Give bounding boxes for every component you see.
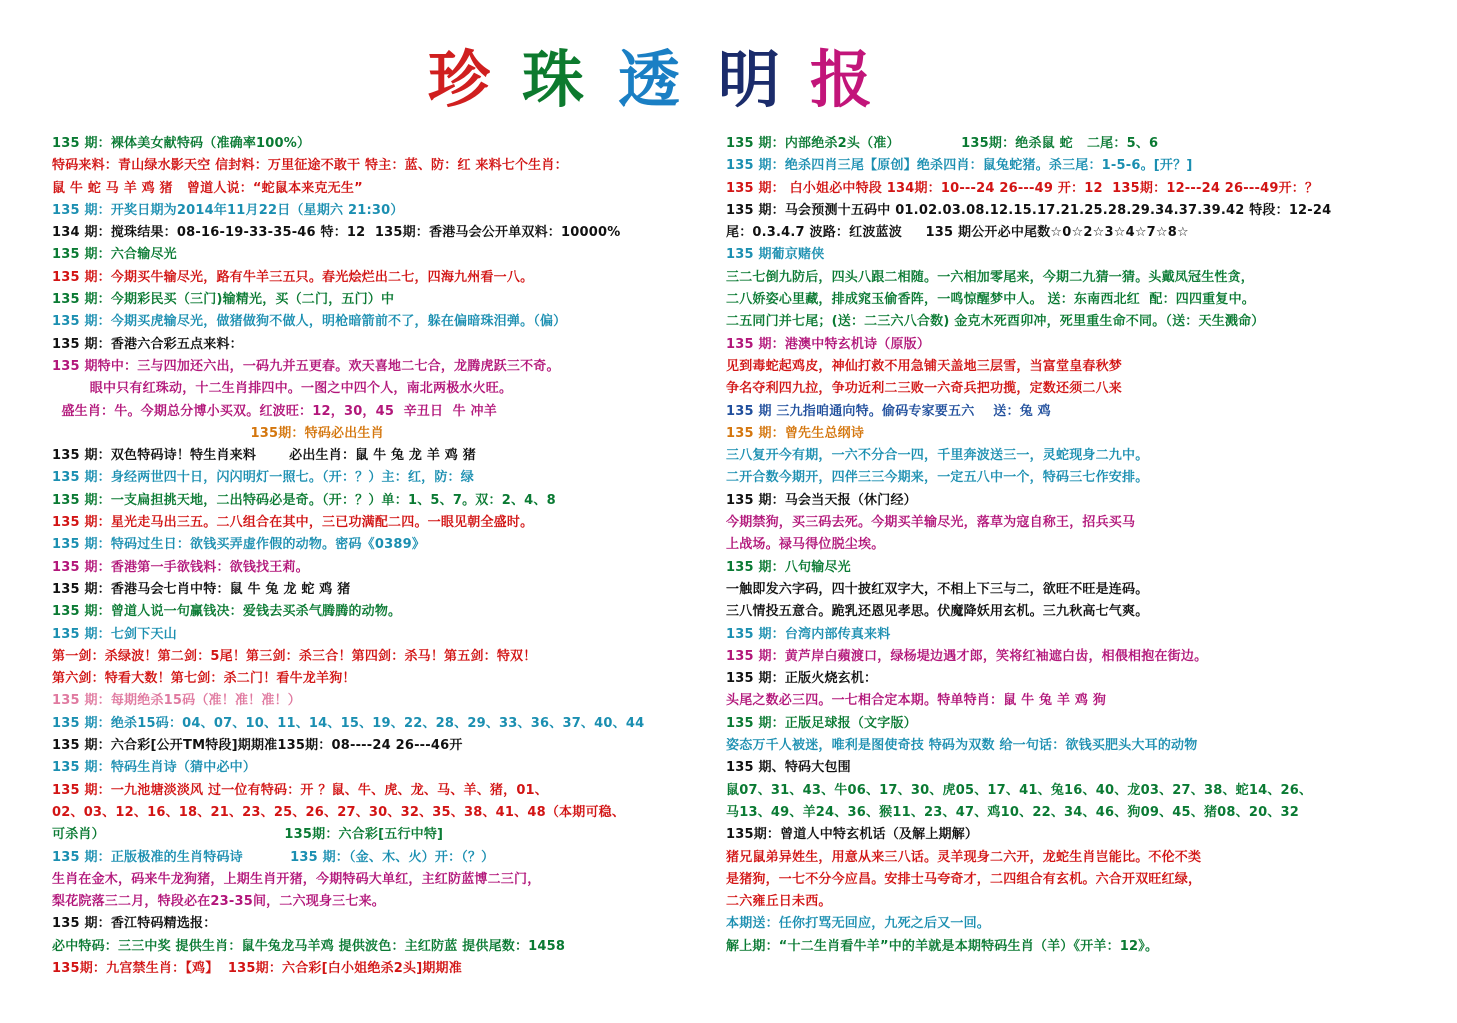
left-text-line: 135 期：一九池塘淡淡风 过一位有特码：开 ？鼠、牛、虎、龙、马、羊、猪，01、: [52, 782, 549, 798]
left-text-line: 135 期：香江特码精选报：: [52, 916, 217, 932]
left-text-line: 梨花院落三二月，特段必在23-35间，二六现身三七来。: [52, 894, 385, 910]
left-text-line: 135 期：裸体美女献特码（准确率100%）: [52, 136, 311, 151]
right-text-line: 135 期 三九指咱通向特。偷码专家要五六 送：兔 鸡: [726, 403, 1051, 419]
right-text-line: 135 期、特码大包围: [726, 760, 851, 776]
right-text-line: 鼠07、31、43、牛06、17、30、虎05、17、41、兔16、40、龙03、27、38、蛇14、26、: [726, 782, 1313, 798]
right-text-line: 是猪狗，一七不分今应昌。安排士马夸奇才，二四组合有玄机。六合开双旺红绿，: [726, 871, 1202, 887]
right-text-line: 135 期：绝杀四肖三尾【原创】绝杀四肖：鼠兔蛇猪。杀三尾：1-5-6。[开？]: [726, 158, 1193, 174]
left-text-line: 135期：特码必出生肖: [52, 425, 384, 441]
left-text-line: 135 期特中：三与四加还六出，一码九并五更春。欢天喜地二七合，龙腾虎跃三不奇。: [52, 358, 560, 374]
newspaper-title: [0, 40, 1457, 120]
right-text-line: 135 期：曾先生总纲诗: [726, 425, 865, 441]
right-text-line: 135 期：马会当天报（休门经）: [726, 492, 917, 508]
left-text-line: 134 期：搅珠结果：08-16-19-33-35-46 特：12 135期：香港马会公开单双料：10000%: [52, 225, 621, 241]
right-text-line: 三八复开今有期，一六不分合一四，千里奔波送三一，灵蛇现身二九中。: [726, 448, 1149, 464]
left-text-line: 135 期：今期彩民买（三门)输精光，买（二门，五门）中: [52, 292, 395, 308]
right-column: [726, 133, 1426, 958]
right-text-line: 三二七倒九防后，四头八跟二相随。一六相加零尾来，今期二九猜一猜。头戴凤冠生性贪，: [726, 269, 1255, 285]
right-text-line: 135 期：黄芦岸白蘋渡口，绿杨堤边遇才郎，笑将红袖遮白齿，相偎相抱在街边。: [726, 648, 1208, 664]
right-text-line: 一触即发六字码，四十披红双字大，不相上下三与二，欲旺不旺是连码。: [726, 581, 1149, 597]
right-text-line: 135 期：台湾内部传真来料: [726, 626, 891, 642]
left-text-line: 第六剑：特看大数！第七剑：杀二门！看牛龙羊狗！: [52, 671, 356, 687]
left-text-line: 135 期：一支扁担挑天地，二出特码必是奇。（开：？）单：1、5、7。双：2、4、8: [52, 492, 556, 508]
right-text-line: 135 期：八句输尽光: [726, 559, 851, 575]
right-text-line: 马13、49、羊24、36、猴11、23、47、鸡10、22、34、46、狗09、45、猪08、20、32: [726, 804, 1300, 820]
left-text-line: 135 期：六合彩[公开TM特段]期期准135期：08----24 26---46开: [52, 738, 463, 754]
left-text-line: 135 期：特码过生日：欲钱买弄虚作假的动物。密码《0389》: [52, 537, 426, 553]
right-text-line: 上战场。禄马得位脱尘埃。: [726, 537, 885, 553]
title-char-4: 明: [718, 43, 781, 116]
left-text-line: 135 期：身经两世四十日，闪闪明灯一照七。（开：？）主：红，防：绿: [52, 470, 474, 486]
left-text-line: 135 期：每期绝杀15码（准！准！准！）: [52, 693, 301, 709]
right-text-line: 二五同门并七尾；(送：二三六八合数) 金克木死酉卯冲，死里重生命不同。（送：天生溅命）: [726, 314, 1265, 330]
left-text-line: 第一剑：杀绿波！第二剑：5尾！第三剑：杀三合！第四剑：杀马！第五剑：特双！: [52, 648, 537, 664]
left-text-line: 135 期：今期买牛输尽光，路有牛羊三五只。春光烩烂出二七，四海九州看一八。: [52, 269, 534, 285]
right-text-line: 135 期：正版足球报（文字版）: [726, 715, 917, 731]
title-char-1: 珍: [428, 43, 491, 116]
left-text-line: 135 期：香港马会七肖中特：鼠 牛 兔 龙 蛇 鸡 猪: [52, 581, 351, 597]
right-text-line: 135 期：正版火烧玄机：: [726, 671, 878, 687]
right-text-line: 见到毒蛇起鸡皮，神仙打救不用急铺天盖地三层雪，当富堂皇春秋梦: [726, 358, 1123, 374]
left-text-line: 135 期：六合输尽光: [52, 247, 177, 263]
right-text-line: 135 期葡京赌侠: [726, 247, 825, 263]
left-text-line: 135 期：七剑下天山: [52, 626, 177, 642]
right-text-line: 二开合数今期开，四伴三三今期来，一定五八中一个，特码三七作安排。: [726, 470, 1149, 486]
left-text-line: 135 期：曾道人说一句赢钱决：爱钱去买杀气腾腾的动物。: [52, 604, 402, 620]
right-text-line: 135 期：内部绝杀2头（准） 135期：绝杀鼠 蛇 二尾：5、6: [726, 136, 1159, 151]
left-text-line: 可杀肖） 135期：六合彩[五行中特]: [52, 827, 444, 843]
right-text-line: 猪兄鼠弟异姓生，用意从来三八话。灵羊现身二六开，龙蛇生肖岂能比。不伦不类: [726, 849, 1202, 865]
right-text-line: 解上期：“十二生肖看牛羊”中的羊就是本期特码生肖（羊）《开羊：12》。: [726, 938, 1159, 954]
right-text-line: 135 期：马会预测十五码中 01.02.03.08.12.15.17.21.25.28.29.34.37.39.42 特段：12-24: [726, 202, 1332, 218]
right-text-line: 本期送：任你打骂无回应，九死之后又一回。: [726, 916, 991, 932]
left-text-line: 135 期：开奖日期为2014年11月22日（星期六 21:30）: [52, 202, 404, 218]
left-text-line: 02、03、12、16、18、21、23、25、26、27、30、32、35、38、41、48（本期可稳、: [52, 804, 626, 820]
left-text-line: 135 期：香港六合彩五点来料：: [52, 336, 243, 352]
left-column: [52, 133, 682, 980]
right-text-line: 135 期： 白小姐必中特段 134期：10---24 26---49 开：12 135期：12---24 26---49开：？: [726, 180, 1319, 196]
left-text-line: 135 期：正版极准的生肖特码诗 135 期：（金、木、火）开：（？）: [52, 849, 495, 865]
left-text-line: 135 期：香港第一手欲钱料：欲钱找王莉。: [52, 559, 309, 575]
left-text-line: 135 期：星光走马出三五。二八组合在其中，三已功满配二四。一眼见朝全盛时。: [52, 515, 534, 531]
right-text-line: 三八情投五意合。跪乳还恩见孝思。伏魔降妖用玄机。三九秋高七气爽。: [726, 604, 1149, 620]
title-char-2: 珠: [522, 43, 585, 116]
left-text-line: 特码来料：青山绿水影天空 信封料：万里征途不敢干 特主：蓝、防：红 来料七个生肖：: [52, 158, 568, 174]
left-text-line: 135期：九宫禁生肖：【鸡】 135期：六合彩[白小姐绝杀2头]期期准: [52, 960, 462, 976]
right-text-line: 姿态万千人被迷，唯利是图使奇技 特码为双数 给一句话：欲钱买肥头大耳的动物: [726, 738, 1198, 754]
title-char-3: 透: [618, 43, 681, 116]
left-text-line: 眼中只有红珠动，十二生肖排四中。一图之中四个人，南北两极水火旺。: [52, 381, 513, 397]
left-text-line: 鼠 牛 蛇 马 羊 鸡 猪 曾道人说：“蛇鼠本来克无生”: [52, 180, 363, 196]
title-char-5: 报: [810, 43, 873, 116]
left-text-line: 135 期：今期买虎输尽光，做猪做狗不做人，明枪暗箭前不了，躲在偏暗珠泪弹。（偏）: [52, 314, 567, 330]
right-text-line: 135 期：港澳中特玄机诗（原版）: [726, 336, 931, 352]
left-text-line: 盛生肖：牛。今期总分博小买双。红波旺：12，30，45 辛丑日 牛 冲羊: [52, 403, 497, 419]
left-text-line: 必中特码：三三中奖 提供生肖：鼠牛兔龙马羊鸡 提供波色：主红防蓝 提供尾数：1458: [52, 938, 566, 954]
right-text-line: 135期：曾道人中特玄机话（及解上期解）: [726, 827, 979, 843]
right-text-line: 二六雍丘日未西。: [726, 894, 832, 910]
right-text-line: 尾：0.3.4.7 波路：红波蓝波 135 期公开必中尾数☆0☆2☆3☆4☆7☆8☆: [726, 225, 1189, 241]
left-text-line: 135 期：双色特码诗！特生肖来料 必出生肖：鼠 牛 兔 龙 羊 鸡 猪: [52, 448, 476, 464]
right-text-line: 今期禁狗，买三码去死。今期买羊输尽光，落草为寇自称王，招兵买马: [726, 515, 1136, 531]
left-text-line: 135 期：特码生肖诗（猜中必中）: [52, 760, 257, 776]
right-text-line: 争名夺利四九拉，争功近利二三败一六奇兵把功揽，定数还须二八来: [726, 381, 1123, 397]
left-text-line: 生肖在金木，码来牛龙狗猪，上期生肖开猪，今期特码大单红，主红防蓝博二三门，: [52, 871, 541, 887]
right-text-line: 二八娇姿心里藏，排成窕玉偷香阵，一鸣惊醒梦中人。 送：东南西北红 配：四四重复中。: [726, 292, 1255, 308]
left-text-line: 135 期：绝杀15码：04、07、10、11、14、15、19、22、28、29、33、36、37、40、44: [52, 715, 645, 731]
right-text-line: 头尾之数必三四。一七相合定本期。特单特肖：鼠 牛 兔 羊 鸡 狗: [726, 693, 1107, 709]
